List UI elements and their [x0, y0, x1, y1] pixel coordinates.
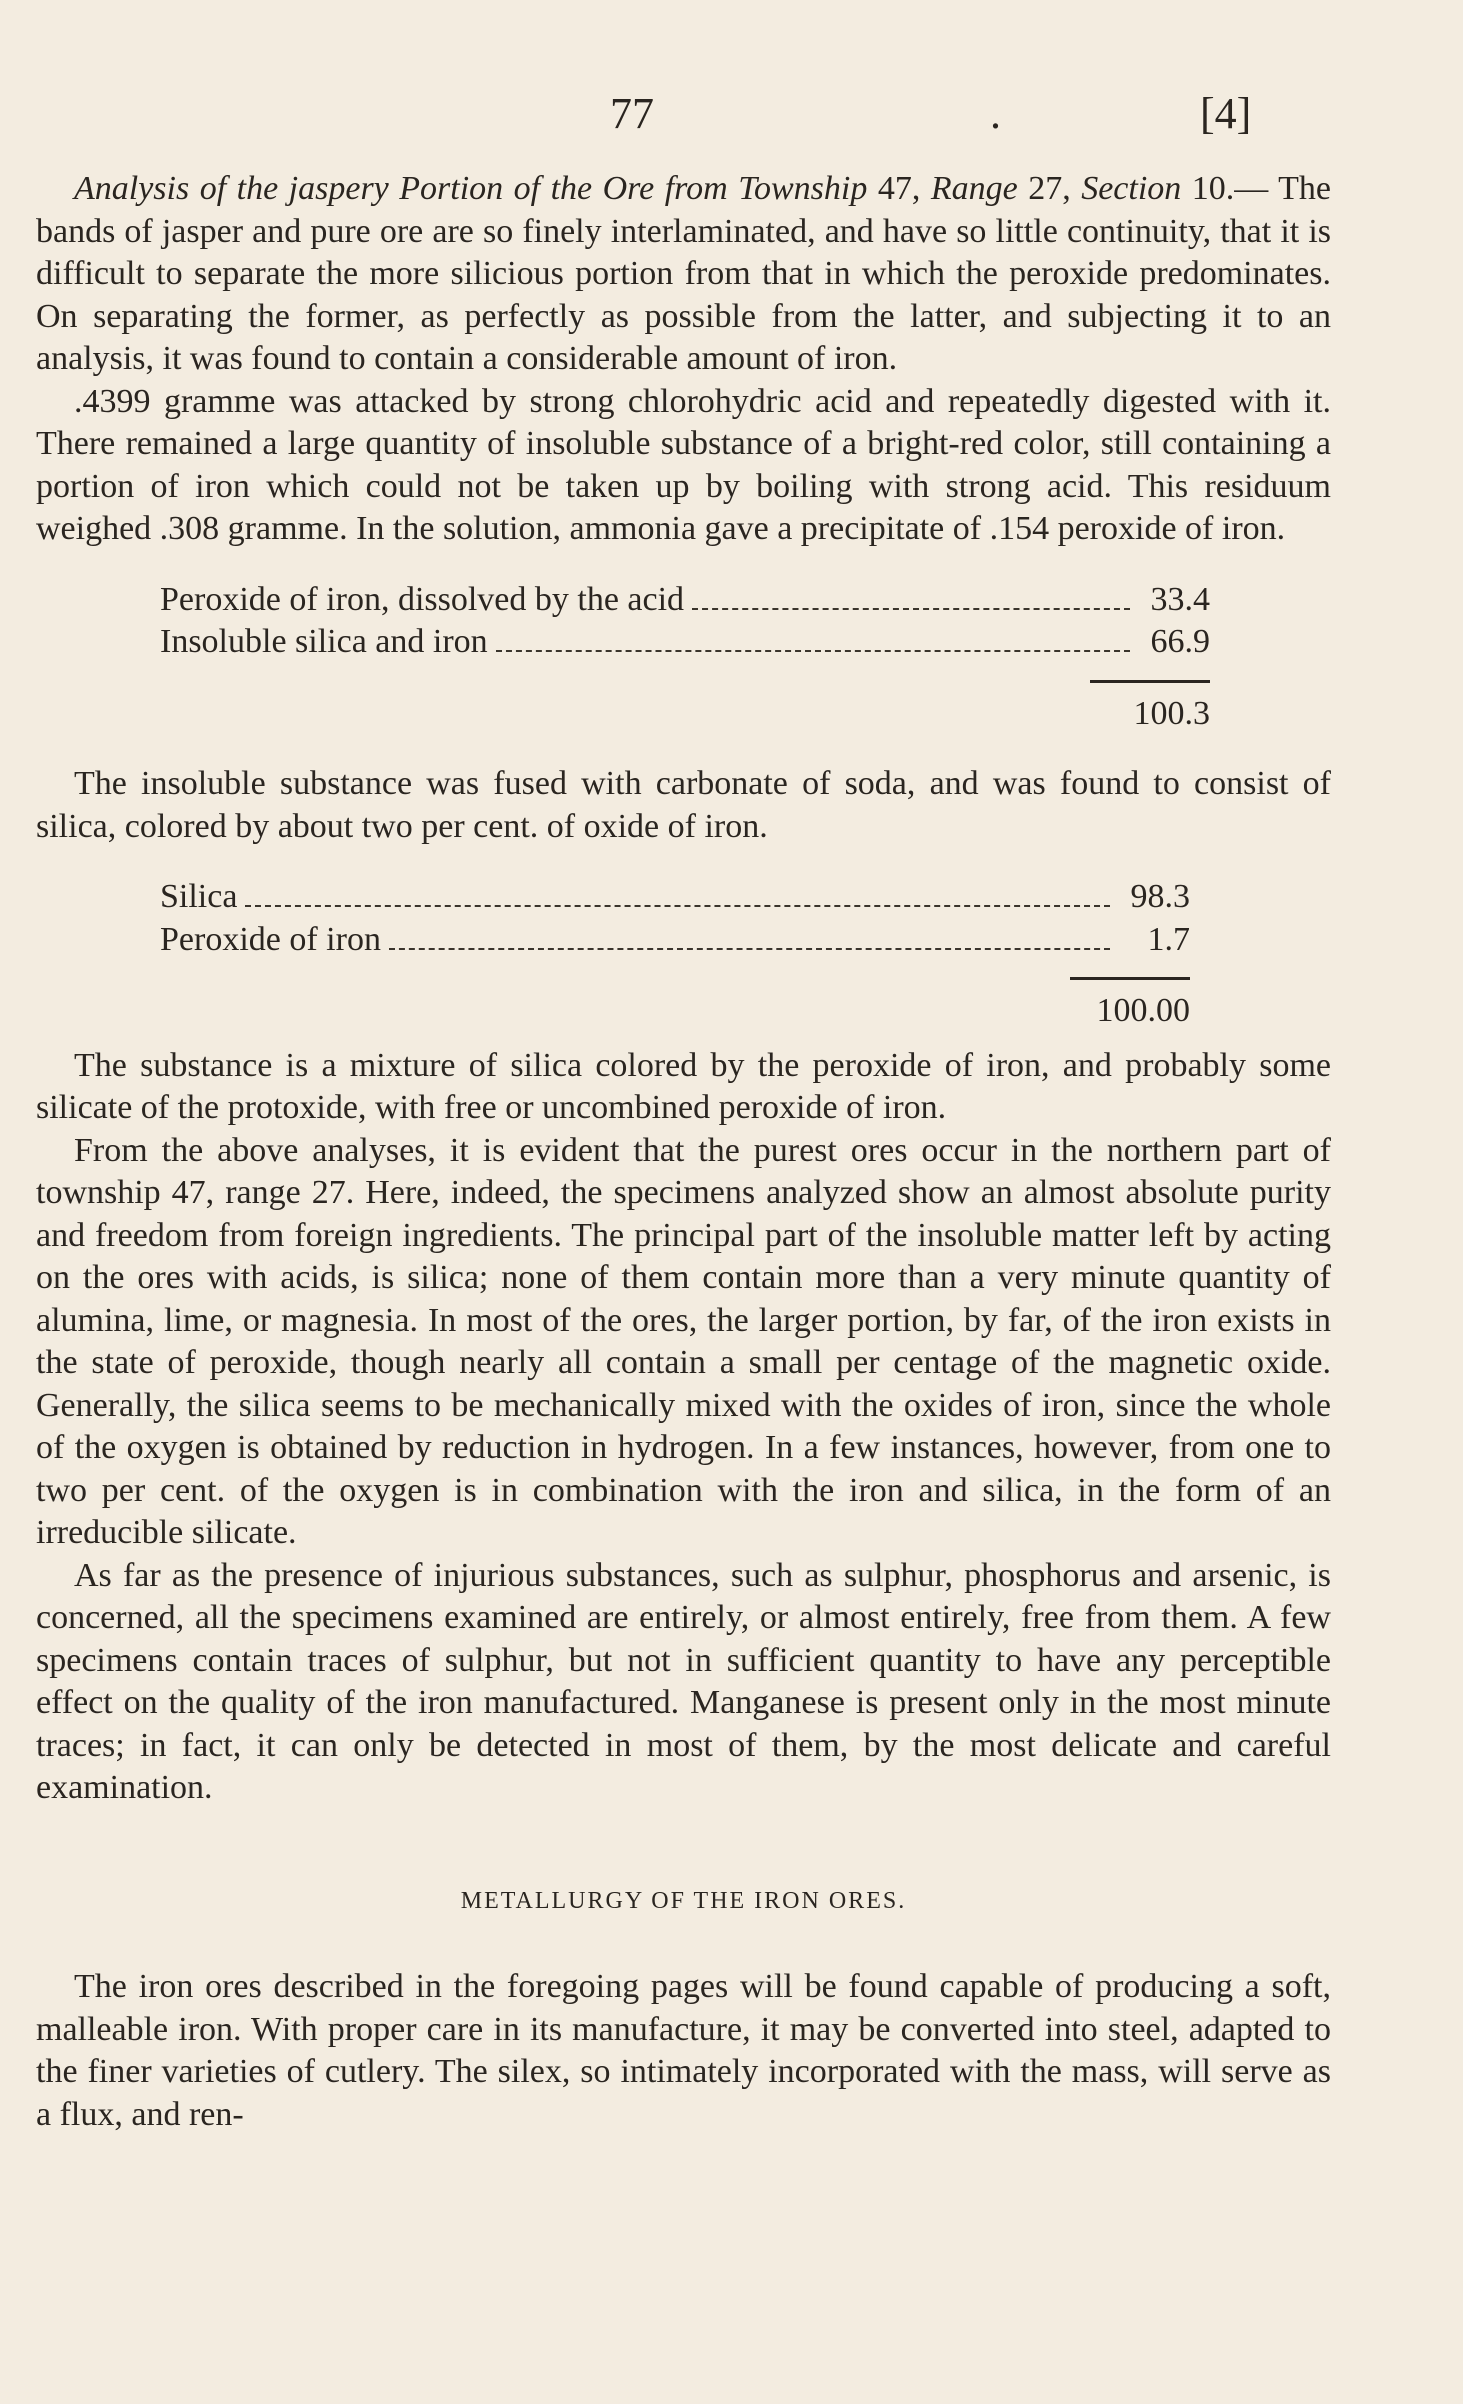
row-label: Peroxide of iron — [160, 920, 381, 958]
total-rule — [1090, 680, 1210, 683]
row-label: Silica — [160, 878, 238, 915]
row-value: 98.3 — [1130, 878, 1190, 915]
italic-range: Range — [930, 170, 1018, 207]
leader-dots — [245, 905, 1110, 907]
paragraph-gramme-attack: .4399 gramme was attacked by strong chlorohydric acid and repeatedly digested with it. There remained a large quantity of insoluble substance of a bright-red color, still containing a portion of iron which could not be taken up by boiling with strong acid. This residuum weighed .308 gramme. In the solution, ammonia gave a precipitate of .154 peroxide of iron. — [36, 382, 1331, 547]
paragraph-analysis-intro — [36, 168, 1331, 381]
paragraph-metallurgy: The iron ores described in the foregoing pages will be found capable of producing a soft, malleable iron. With proper care in its manufacture, it may be converted into steel, adapted to the finer varieties of cutlery. The silex, so intimately incorporated with the mass, will serve as a flux, and ren- — [36, 1968, 1331, 2133]
page-number: 77 — [610, 89, 654, 138]
paragraph-substance-mixture: The substance is a mixture of silica colored by the peroxide of iron, and probably some silicate of the protoxide, with free or uncombined peroxide of iron. — [36, 1046, 1331, 1126]
table-total: 100.00 — [1096, 992, 1190, 1029]
paragraph-insoluble: The insoluble substance was fused with carbonate of soda, and was found to consist of silica, colored by about two per cent. of oxide of iron. — [36, 765, 1331, 845]
row-label: Peroxide of iron, dissolved by the acid — [160, 580, 685, 618]
table-total: 100.3 — [1133, 694, 1210, 732]
table-row — [160, 876, 1190, 919]
row-value: 33.4 — [1150, 580, 1210, 618]
leader-dots — [389, 948, 1110, 950]
header-dot: . — [990, 89, 1001, 138]
table-row — [160, 919, 1190, 962]
analysis-table-2 — [160, 876, 1190, 1033]
leader-dots — [496, 650, 1130, 652]
range-number: 27, — [1028, 170, 1071, 207]
row-value: 1.7 — [1147, 920, 1190, 958]
row-value: 66.9 — [1150, 623, 1210, 660]
italic-lead: Analysis of the jaspery Portion of the Ore from Township — [74, 170, 868, 207]
signature-mark: [4] — [1200, 89, 1252, 138]
township-number: 47, — [877, 170, 921, 207]
paragraph-above-analyses: From the above analyses, it is evident that the purest ores occur in the northern part of township 47, range 27. Here, indeed, the specimens analyzed show an almost absolute purity and freedom from foreign ingredients. The principal part of the insoluble matter left by acting on the ores with acids, is silica; none of them contain more than a very minute quantity of alumina, lime, or magnesia. In most of the ores, the larger portion, by far, of the iron exists in the state of peroxide, though nearly all contain a small per centage of the magnetic oxide. Generally, the silica seems to be mechanically mixed with the oxides of iron, since the whole of the oxygen is obtained by reduction in hydrogen. In a few instances, however, from one to two per cent. of the oxygen is in combination with the iron and silica, in the form of an irreducible silicate. — [36, 1131, 1331, 1551]
row-label: Insoluble silica and iron — [160, 623, 488, 660]
italic-section: Section — [1081, 170, 1182, 207]
table-row — [160, 621, 1210, 664]
page-header — [0, 88, 1463, 148]
leader-dots — [692, 608, 1130, 610]
paragraph-injurious-substances: As far as the presence of injurious substances, such as sulphur, phosphorus and arsenic, is concerned, all the specimens examined are entirely, or almost entirely, free from them. A few specimens contain traces of sulphur, but not in sufficient quantity to have any perceptible effect on the quality of the iron manufactured. Manganese is present only in the most minute traces; in fact, it can only be detected in most of them, by the most delicate and careful examination. — [36, 1556, 1331, 1806]
section-heading: METALLURGY OF THE IRON ORES. — [460, 1887, 907, 1914]
analysis-table-1 — [160, 579, 1210, 736]
section-text: 10.— The bands of jasper and pure ore are so finely interlaminated, and have so little continuity, that it is difficult to separate the more silicious portion from that in which the peroxide predominates. On separating the former, as perfectly as possible from the latter, and subjecting it to an analysis, it was found to contain a considerable amount of iron. — [36, 170, 1332, 377]
table-row — [160, 579, 1210, 622]
total-rule — [1070, 977, 1190, 980]
page-body — [36, 168, 1331, 2136]
